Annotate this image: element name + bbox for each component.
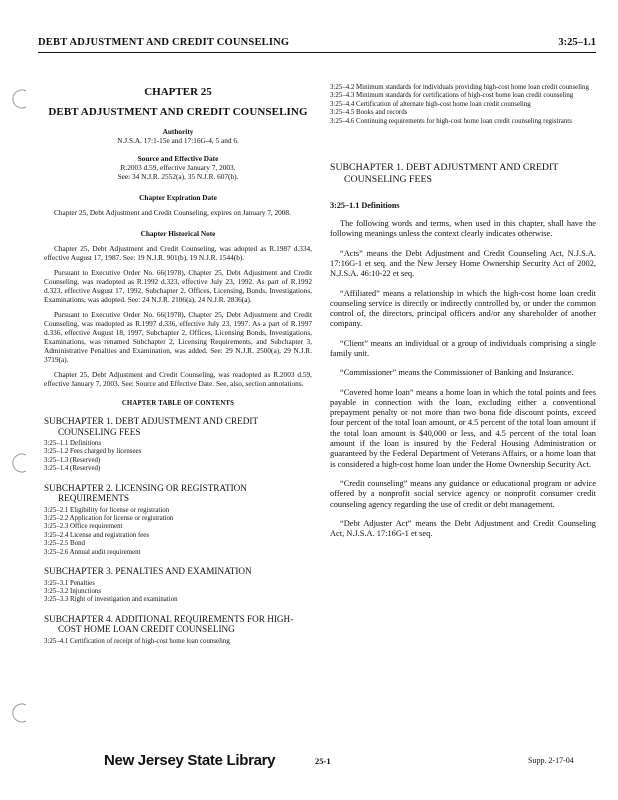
toc-subchapter-title: SUBCHAPTER 1. DEBT ADJUSTMENT AND CREDIT COUNSELING FEES	[44, 416, 258, 437]
toc-item: 3:25–1.1 Definitions	[44, 440, 102, 447]
definition-paragraph: “Client” means an individual or a group of individuals comprising a single family unit.	[330, 338, 596, 358]
toc-list	[44, 580, 312, 605]
supplement-date: Supp. 2-17-04	[528, 756, 574, 765]
authority-text: N.J.S.A. 17:1-15e and 17:16G-4, 5 and 6.	[117, 136, 239, 145]
toc-item: 3:25–4.6 Continuing requirements for high-cost home loan credit counseling registrants	[330, 117, 572, 125]
subchapter-heading: SUBCHAPTER 1. DEBT ADJUSTMENT AND CREDIT COUNSELING FEES	[330, 162, 559, 185]
definition-paragraph: “Covered home loan” means a home loan in which the total points and fees payable in connection with the loan, excluding either a conventional prepayment penalty or not more than two bona fide discount points, exceed four percent of the total loan amount, or 4.5 percent of the total loan amount if the total loan amount is $40,000 or less, and 4.5 percent of the total loan amount if the loan is insured by the Federal Housing Administration or guaranteed by the Federal Department of Veterans Affairs, or a home loan that is considered a high-cost home loan under the Home Ownership Security Act.	[330, 387, 596, 469]
toc-item: 3:25–2.1 Eligibility for license or registration	[44, 506, 170, 514]
left-column	[44, 60, 312, 646]
definition-paragraph: “Debt Adjuster Act” means the Debt Adjustment and Credit Counseling Act, N.J.S.A. 17:16G-1 et seq.	[330, 518, 596, 539]
definition-paragraph: “Affiliated” means a relationship in which the high-cost home loan credit counseling service is directly or indirectly controlled by, or under the common control of, the directors, principal officers and/or any shareholder of another company.	[330, 288, 596, 329]
toc-item: 3:25–3.2 Injunctions	[44, 587, 102, 595]
toc-item: 3:25–1.4 (Reserved)	[44, 465, 101, 473]
chapter-number: CHAPTER 25	[144, 86, 212, 98]
toc-subchapter-title: SUBCHAPTER 3. PENALTIES AND EXAMINATION	[44, 566, 252, 577]
toc-item: 3:25–4.5 Books and records	[330, 109, 408, 117]
header-title: DEBT ADJUSTMENT AND CREDIT COUNSELING	[38, 37, 290, 48]
toc-item: 3:25–4.4 Certification of alternate high-cost home loan credit counseling	[330, 100, 531, 108]
definition-paragraph: “Commissioner” means the Commissioner of Banking and Insurance.	[340, 368, 574, 378]
historical-paragraph: Chapter 25, Debt Adjustment and Credit Counseling, was adopted as R.1987 d.334, effective August 17, 1987. See: 19 N.J.R. 901(b), 19 N.J.R. 1544(b).	[44, 244, 312, 262]
binder-hole-icon	[8, 702, 30, 724]
toc-item: 3:25–1.2 Fees charged by licensees	[44, 448, 142, 456]
source-line: R.2003 d.59, effective January 7, 2003.	[120, 163, 236, 172]
right-column	[330, 60, 596, 539]
definition-paragraph: “Acts” means the Debt Adjustment and Credit Counseling Act, N.J.S.A. 17:16G-1 et seq. and the New Jersey Home Ownership Security Act of 2002, N.J.S.A. 46:10-22 et seq.	[330, 248, 596, 279]
authority-heading: Authority	[162, 127, 194, 136]
page-number: 25-1	[315, 756, 331, 766]
toc-item: 3:25–2.5 Bond	[44, 540, 85, 548]
toc-item: 3:25–3.3 Right of investigation and examination	[44, 596, 178, 604]
toc-item: 3:25–2.2 Application for license or registration	[44, 515, 174, 523]
toc-subchapter-title: SUBCHAPTER 4. ADDITIONAL REQUIREMENTS FOR HIGH-COST HOME LOAN CREDIT COUNSELING	[44, 613, 294, 635]
header-section: 3:25–1.1	[558, 37, 596, 48]
historical-paragraph: Pursuant to Executive Order No. 66(1978), Chapter 25, Debt Adjustment and Credit Counseling, was readopted as R.1997 d.336, effective July 23, 1997. As a part of R.1997 d.336, effective August 18, 1997, Subchapter 2, Offices, Licensing Bonds, Investigations, Examinations, was renamed Subchapter 2, Licensing Requirements, and Subchapter 3, Administrative Penalties and Examination, was added. See: 29 N.J.R. 2500(a), 29 N.J.R. 3719(a).	[44, 310, 312, 364]
toc-list	[44, 638, 312, 646]
toc-item: 3:25–1.3 (Reserved)	[44, 456, 101, 464]
toc-list	[44, 507, 312, 557]
toc-heading: CHAPTER TABLE OF CONTENTS	[121, 400, 235, 407]
toc-list	[44, 440, 312, 474]
source-heading: Source and Effective Date	[137, 154, 219, 163]
toc-subchapter-title: SUBCHAPTER 2. LICENSING OR REGISTRATION REQUIREMENTS	[44, 482, 247, 504]
library-stamp: New Jersey State Library	[104, 752, 276, 769]
expiration-text: Chapter 25, Debt Adjustment and Credit Counseling, expires on January 7, 2008.	[54, 208, 291, 217]
definition-paragraph: “Credit counseling” means any guidance or educational program or advice offered by a nonprofit social service agency or nonprofit consumer credit counseling agency regarding the use of credit or debt management.	[330, 478, 596, 509]
historical-paragraph: Pursuant to Executive Order No. 66(1978), Chapter 25, Debt Adjustment and Credit Counseling, was readopted as R.1992 d.323, effective July 23, 1992. As part of R.1992 d.323, effective August 17, 1992, Subchapter 2, Offices, Licensing, Bonds, Investigations, Examinations, was adopted. See: 24 N.J.R. 2106(a), 24 N.J.R. 2836(a).	[44, 268, 312, 304]
running-header	[38, 36, 596, 53]
toc-item: 3:25–4.2 Minimum standards for individuals providing high-cost home loan credit counseling	[330, 84, 589, 91]
definition-paragraph: The following words and terms, when used in this chapter, shall have the following meanings unless the context clearly indicates otherwise.	[330, 219, 596, 239]
section-heading: 3:25–1.1 Definitions	[330, 201, 400, 211]
historical-paragraph: Chapter 25, Debt Adjustment and Credit Counseling, was readopted as R.2003 d.59, effective January 7, 2003. See: Source and Effective Date. See, also, section annotations.	[44, 370, 312, 388]
toc-item: 3:25–3.1 Penalties	[44, 579, 95, 587]
toc-item: 3:25–2.4 License and registration fees	[44, 531, 150, 539]
binder-hole-icon	[8, 88, 30, 110]
historical-heading: Chapter Historical Note	[140, 229, 216, 238]
toc-item: 3:25–4.1 Certification of receipt of high-cost home loan counseling	[44, 637, 230, 645]
toc-item: 3:25–2.6 Annual audit requirement	[44, 548, 141, 556]
toc-item: 3:25–2.3 Office requirement	[44, 523, 123, 531]
binder-hole-icon	[8, 452, 30, 474]
toc-item: 3:25–4.3 Minimum standards for certifications of high-cost home loan credit counseling	[330, 92, 574, 100]
expiration-heading: Chapter Expiration Date	[139, 193, 217, 202]
source-line: See: 34 N.J.R. 2552(a), 35 N.J.R. 607(b).	[117, 172, 239, 181]
chapter-title: DEBT ADJUSTMENT AND CREDIT COUNSELING	[48, 106, 308, 118]
toc-list	[330, 84, 596, 126]
